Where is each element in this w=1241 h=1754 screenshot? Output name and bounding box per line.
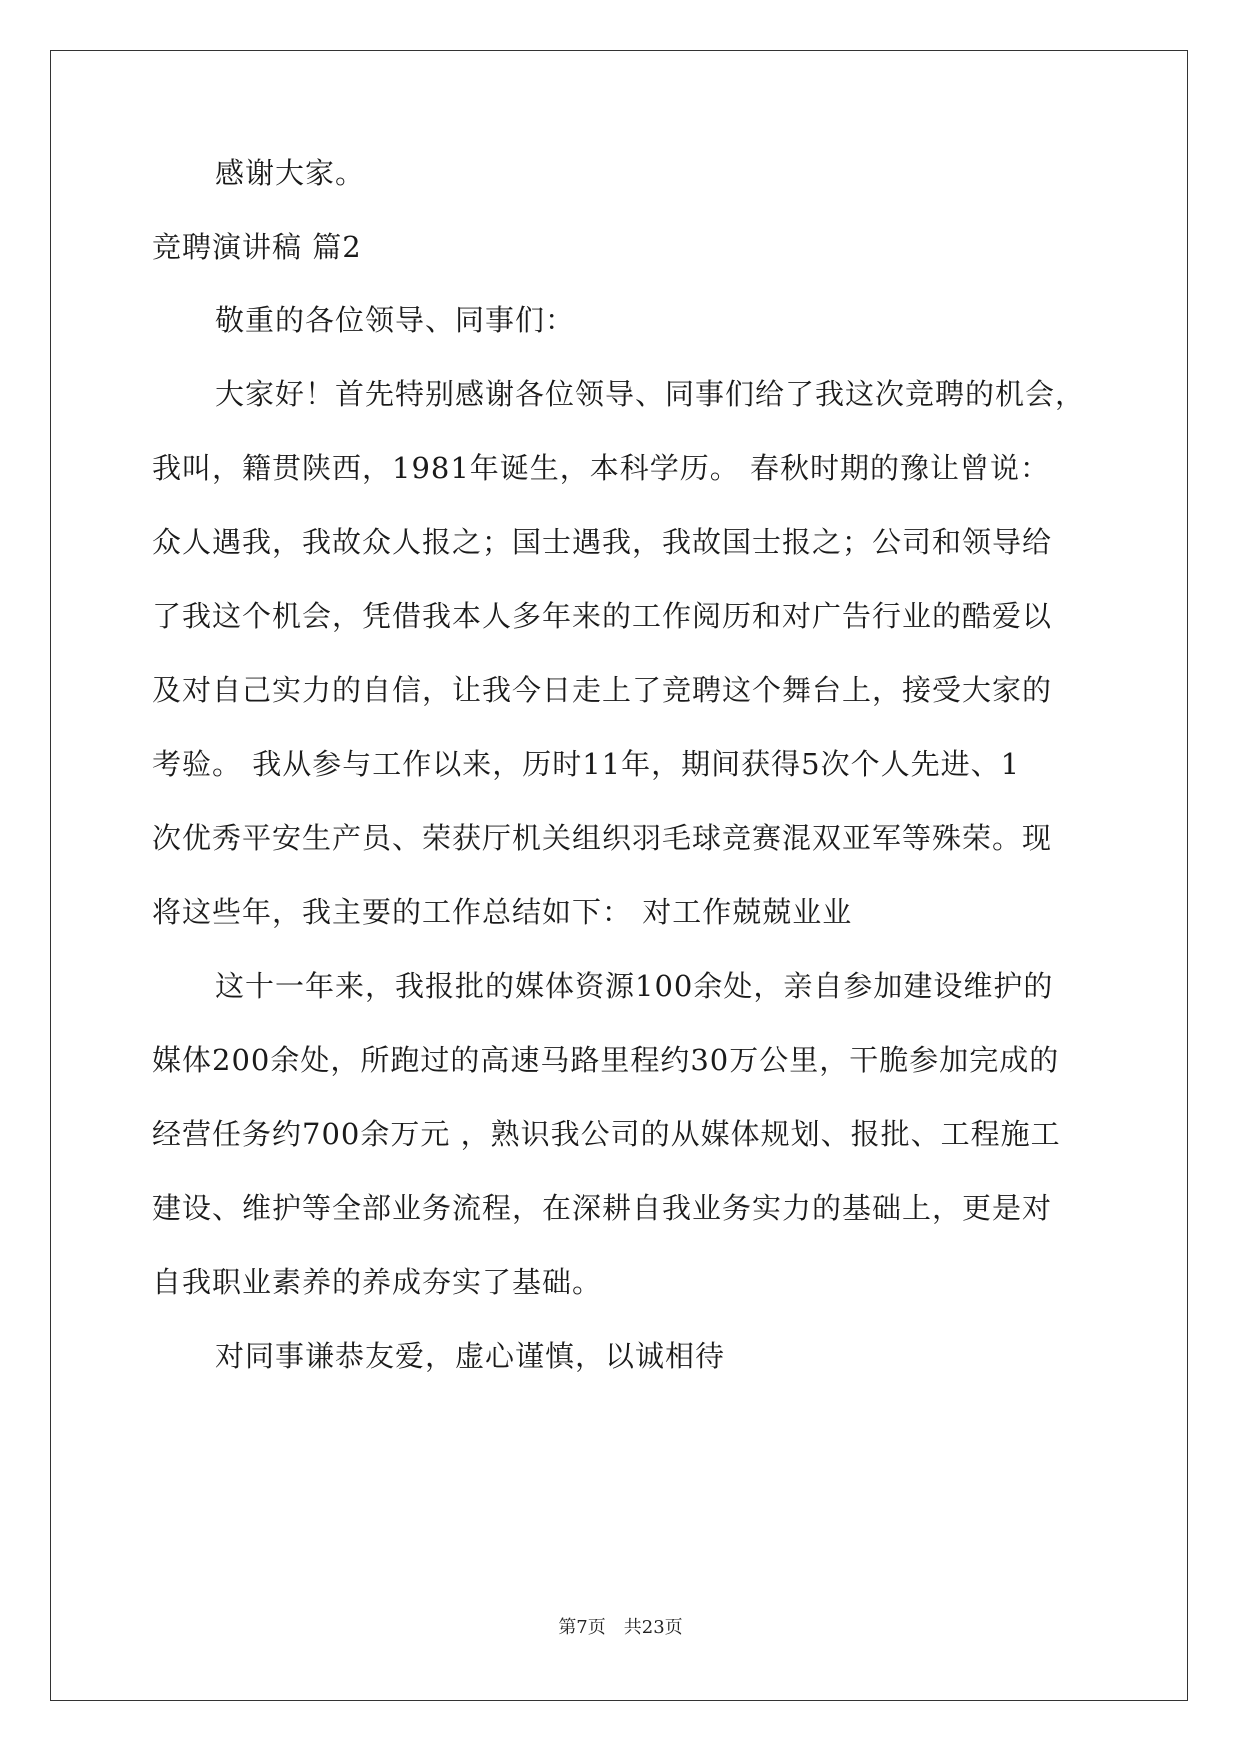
paragraph-line: 次优秀平安生产员、荣获厅机关组织羽毛球竞赛混双亚军等殊荣。现 [152, 821, 1053, 855]
salutation: 敬重的各位领导、同事们： [215, 303, 576, 337]
paragraph-line: 考验。 我从参与工作以来，历时11年，期间获得5次个人先进、1 [152, 747, 1021, 781]
paragraph-line: 自我职业素养的养成夯实了基础。 [152, 1265, 603, 1299]
paragraph-line: 众人遇我，我故众人报之；国士遇我，我故国士报之；公司和领导给 [152, 525, 1053, 559]
paragraph-line: 了我这个机会，凭借我本人多年来的工作阅历和对广告行业的酷爱以 [152, 599, 1053, 633]
paragraph-line: 建设、维护等全部业务流程，在深耕自我业务实力的基础上，更是对 [152, 1191, 1053, 1225]
page-border [50, 50, 1188, 1701]
paragraph-line: 及对自己实力的自信，让我今日走上了竞聘这个舞台上，接受大家的 [152, 673, 1053, 707]
paragraph-line: 对同事谦恭友爱，虚心谨慎，以诚相待 [215, 1339, 726, 1373]
page-number-footer: 第7页 共23页 [558, 1617, 683, 1638]
paragraph-line: 将这些年，我主要的工作总结如下： 对工作兢兢业业 [152, 895, 853, 929]
closing-line: 感谢大家。 [215, 156, 366, 190]
paragraph-line: 这十一年来，我报批的媒体资源100余处，亲自参加建设维护的 [215, 969, 1054, 1003]
paragraph-line: 我叫，籍贯陕西，1981年诞生，本科学历。 春秋时期的豫让曾说： [152, 451, 1051, 485]
section-heading: 竞聘演讲稿 篇2 [152, 230, 362, 264]
paragraph-line: 经营任务约700余万元 ，熟识我公司的从媒体规划、报批、工程施工 [152, 1117, 1061, 1151]
paragraph-line: 大家好！首先特别感谢各位领导、同事们给了我这次竞聘的机会， [215, 377, 1086, 411]
paragraph-line: 媒体200余处，所跑过的高速马路里程约30万公里，干脆参加完成的 [152, 1043, 1060, 1077]
